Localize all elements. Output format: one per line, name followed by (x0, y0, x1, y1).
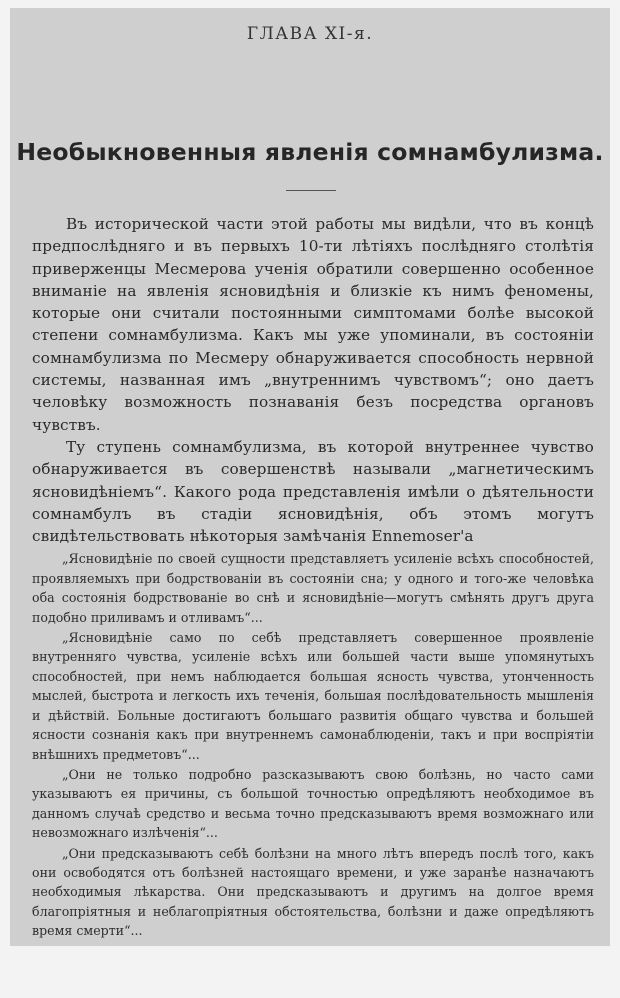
quote-4: „Они предсказываютъ себѣ болѣзни на много лѣтъ впередъ послѣ того, какъ они освободятся отъ болѣзней настоящаго времени, и уже заранѣе назначаютъ необходимыя лѣкарства. Они предсказываютъ и другимъ на долгое время благопріятныя и неблагопріятныя обстоятельства, болѣзни и даже опредѣляютъ время смерти“... (32, 845, 594, 939)
paragraph-2: Ту ступень сомнамбулизма, въ которой внутреннее чувство обнаруживается въ совершенствѣ называли „магнетическимъ ясновидѣніемъ“. Какого рода представленія имѣли о дѣятельности сомнамбулъ въ стадіи ясновидѣнія, объ этомъ могутъ свидѣтельствовать нѣкоторыя замѣчанія Ennemoser'a (32, 437, 594, 546)
chapter-heading: ГЛАВА XI-я. (246, 24, 374, 44)
chapter-title: Необыкновенныя явленія сомнамбулизма. (16, 138, 604, 166)
quote-3: „Они не только подробно разсказываютъ свою болѣзнь, но часто сами указываютъ ея причины, съ большой точностью опредѣляютъ необходимое въ данномъ случаѣ средство и весьма точно предсказываютъ время возможнаго или невозможнаго излѣченія“... (32, 766, 594, 841)
book-page (10, 8, 610, 946)
quote-1: „Ясновидѣніе по своей сущности представляетъ усиленіе всѣхъ способностей, проявляемыхъ при бодрствованіи въ состояніи сна; у одного и того-же человѣка оба состоянія бодрствованіе во снѣ и ясновидѣніе—могутъ смѣнять другъ друга подобно приливамъ и отливамъ“... (32, 551, 594, 625)
title-divider (286, 190, 336, 191)
quote-2: „Ясновидѣніе само по себѣ представляетъ совершенное проявленіе внутренняго чувства, усиленіе всѣхъ или большей части выше упомянутыхъ способностей, при немъ наблюдается большая ясность чувства, утонченность мыслей, быстрота и легкость ихъ теченія, большая послѣдовательность мышленія и дѣйствій. Больные достигаютъ большаго развитія общаго чувства и большей ясности сознанія какъ при внутреннемъ самонаблюденіи, такъ и при воспріятіи внѣшнихъ предметовъ“... (32, 630, 594, 762)
chapter-body (32, 213, 594, 941)
paragraph-1: Въ исторической части этой работы мы видѣли, что въ концѣ предпослѣдняго и въ первыхъ 10-ти лѣтіяхъ послѣдняго столѣтія приверженцы Месмерова ученія обратили совершенно особенное вниманіе на явленія ясновидѣнія и близкіе къ нимъ феномены, которые они считали постоянными симптомами болѣе высокой степени сомнамбулизма. Какъ мы уже упоминали, въ состояніи сомнамбулизма по Месмеру обнаруживается способность нервной системы, названная имъ „внутреннимъ чувствомъ“; оно даетъ человѣку возможность познаванія безъ посредства органовъ чувствъ. (32, 215, 594, 434)
